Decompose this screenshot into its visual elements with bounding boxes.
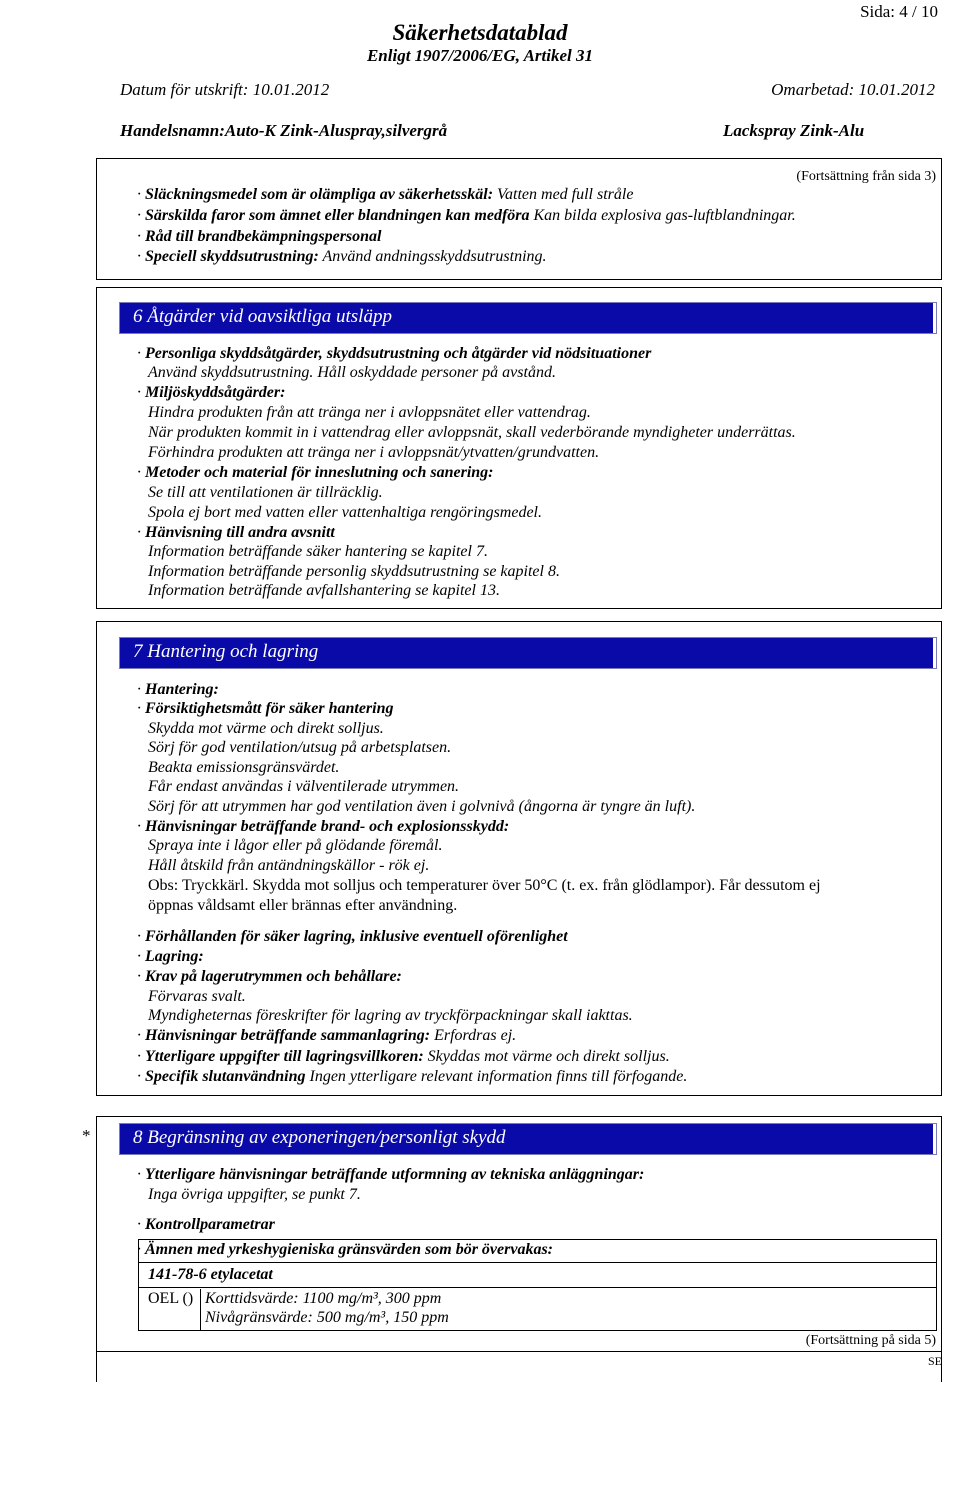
change-marker: * [82, 1126, 91, 1145]
section6-heading-bar [120, 303, 936, 333]
s7-t3c: Obs: Tryckkärl. Skydda mot solljus och temperaturer över 50°C (t. ex. från glödlampor). Får dessutom ej [148, 877, 821, 894]
s7-t6a: Förvaras svalt. [148, 988, 246, 1005]
table-column-divider [200, 1289, 201, 1331]
s7-h8: · Ytterligare uppgifter till lagringsvillkoren: Skyddas mot värme och direkt solljus. [137, 1048, 670, 1065]
print-date: Datum för utskrift: 10.01.2012 [120, 80, 330, 99]
s6-t4a: Information beträffande säker hantering se kapitel 7. [148, 543, 488, 560]
s7-h9: · Specifik slutanvändning Ingen ytterligare relevant information finns till förfogande. [137, 1068, 688, 1085]
s6-h4: · Hänvisning till andra avsnitt [137, 524, 335, 541]
s7-h4: · Förhållanden för säker lagring, inklusive eventuell oförenlighet [137, 928, 568, 945]
s7-h1: · Hantering: [137, 681, 219, 698]
s7-t2b: Sörj för god ventilation/utsug på arbetsplatsen. [148, 739, 452, 756]
s5-line4: · Speciell skyddsutrustning: Använd andningsskyddsutrustning. [137, 248, 547, 265]
page-number: Sida: 4 / 10 [860, 2, 938, 21]
section6-heading: 6 Åtgärder vid oavsiktliga utsläpp [133, 306, 392, 327]
s7-t3d: öppnas våldsamt eller brännas efter användning. [148, 897, 458, 914]
document-title: Säkerhetsdatablad [392, 20, 568, 45]
oel-label: OEL () [148, 1290, 194, 1307]
s6-t2c: Förhindra produkten att tränga ner i avloppsnät/ytvatten/grundvatten. [148, 444, 600, 461]
continued-to: (Fortsättning på sida 5) [805, 1333, 936, 1348]
trade-name: Handelsnamn:Auto-K Zink-Aluspray,silvergrå [120, 121, 448, 140]
s8-h3: · Ämnen med yrkeshygieniska gränsvärden som bör övervakas: [137, 1241, 553, 1258]
document-subtitle: Enligt 1907/2006/EG, Artikel 31 [366, 46, 594, 65]
section8-heading: 8 Begränsning av exponeringen/personligt skydd [133, 1127, 506, 1148]
footer-rule [96, 1351, 942, 1352]
s7-h2: · Försiktighetsmått för säker hantering [137, 700, 394, 717]
s7-h5: · Lagring: [137, 948, 204, 965]
s6-t4c: Information beträffande avfallshantering se kapitel 13. [148, 582, 500, 599]
s7-t2e: Sörj för att utrymmen har god ventilation även i golvnivå (ångorna är tyngre än luft). [148, 798, 696, 815]
s6-t4b: Information beträffande personlig skyddsutrustning se kapitel 8. [148, 563, 560, 580]
product-name: Lackspray Zink-Alu [723, 121, 865, 140]
section7-heading-bar [120, 638, 936, 668]
section8-heading-bar [120, 1124, 936, 1154]
continued-from: (Fortsättning från sida 3) [796, 169, 936, 184]
s7-t6b: Myndigheternas föreskrifter för lagring av tryckförpackningar skall iakttas. [148, 1007, 633, 1024]
s7-h6: · Krav på lagerutrymmen och behållare: [137, 968, 402, 985]
s7-h3: · Hänvisningar beträffande brand- och explosionsskydd: [137, 818, 510, 835]
substance-name: 141-78-6 etylacetat [148, 1266, 273, 1283]
s7-h7: · Hänvisningar beträffande sammanlagring: Erfordras ej. [137, 1027, 517, 1044]
s8-h2: · Kontrollparametrar [137, 1216, 275, 1233]
s7-t3a: Spraya inte i lågor eller på glödande föremål. [148, 837, 443, 854]
s6-t3b: Spola ej bort med vatten eller vattenhaltiga rengöringsmedel. [148, 504, 542, 521]
s8-t1: Inga övriga uppgifter, se punkt 7. [148, 1186, 361, 1203]
s7-t2a: Skydda mot värme och direkt solljus. [148, 720, 384, 737]
s8-h1: · Ytterligare hänvisningar beträffande utformning av tekniska anläggningar: [137, 1166, 645, 1183]
section7-heading: 7 Hantering och lagring [133, 641, 319, 662]
s6-t3a: Se till att ventilationen är tillräcklig. [148, 484, 383, 501]
s5-line2: · Särskilda faror som ämnet eller blandningen kan medföra Kan bilda explosiva gas-luftblandningar. [137, 207, 796, 224]
s6-h2: · Miljöskyddsåtgärder: [137, 384, 286, 401]
s5-line3: · Råd till brandbekämpningspersonal [137, 228, 382, 245]
revised-date: Omarbetad: 10.01.2012 [771, 80, 935, 99]
s7-t2d: Får endast användas i välventilerade utrymmen. [148, 778, 460, 795]
oel-short-term: Korttidsvärde: 1100 mg/m³, 300 ppm [205, 1290, 442, 1307]
s6-t1: Använd skyddsutrustning. Håll oskyddade personer på avstånd. [148, 364, 556, 381]
s6-t2b: När produkten kommit in i vattendrag eller avloppsnät, skall vederbörande myndigheter underrättas. [148, 424, 796, 441]
s6-t2a: Hindra produkten från att tränga ner i avloppsnätet eller vattendrag. [148, 404, 591, 421]
s7-t3b: Håll åtskild från antändningskällor - rök ej. [148, 857, 430, 874]
s6-h3: · Metoder och material för inneslutning och sanering: [137, 464, 494, 481]
language-code: SE [927, 1354, 942, 1368]
s5-line1: · Släckningsmedel som är olämpliga av säkerhetsskäl: Vatten med full stråle [137, 186, 634, 203]
oel-level-limit: Nivågränsvärde: 500 mg/m³, 150 ppm [205, 1309, 449, 1326]
s6-h1: · Personliga skyddsåtgärder, skyddsutrustning och åtgärder vid nödsituationer [137, 345, 652, 362]
table-divider [138, 1287, 937, 1288]
s7-t2c: Beakta emissionsgränsvärdet. [148, 759, 340, 776]
